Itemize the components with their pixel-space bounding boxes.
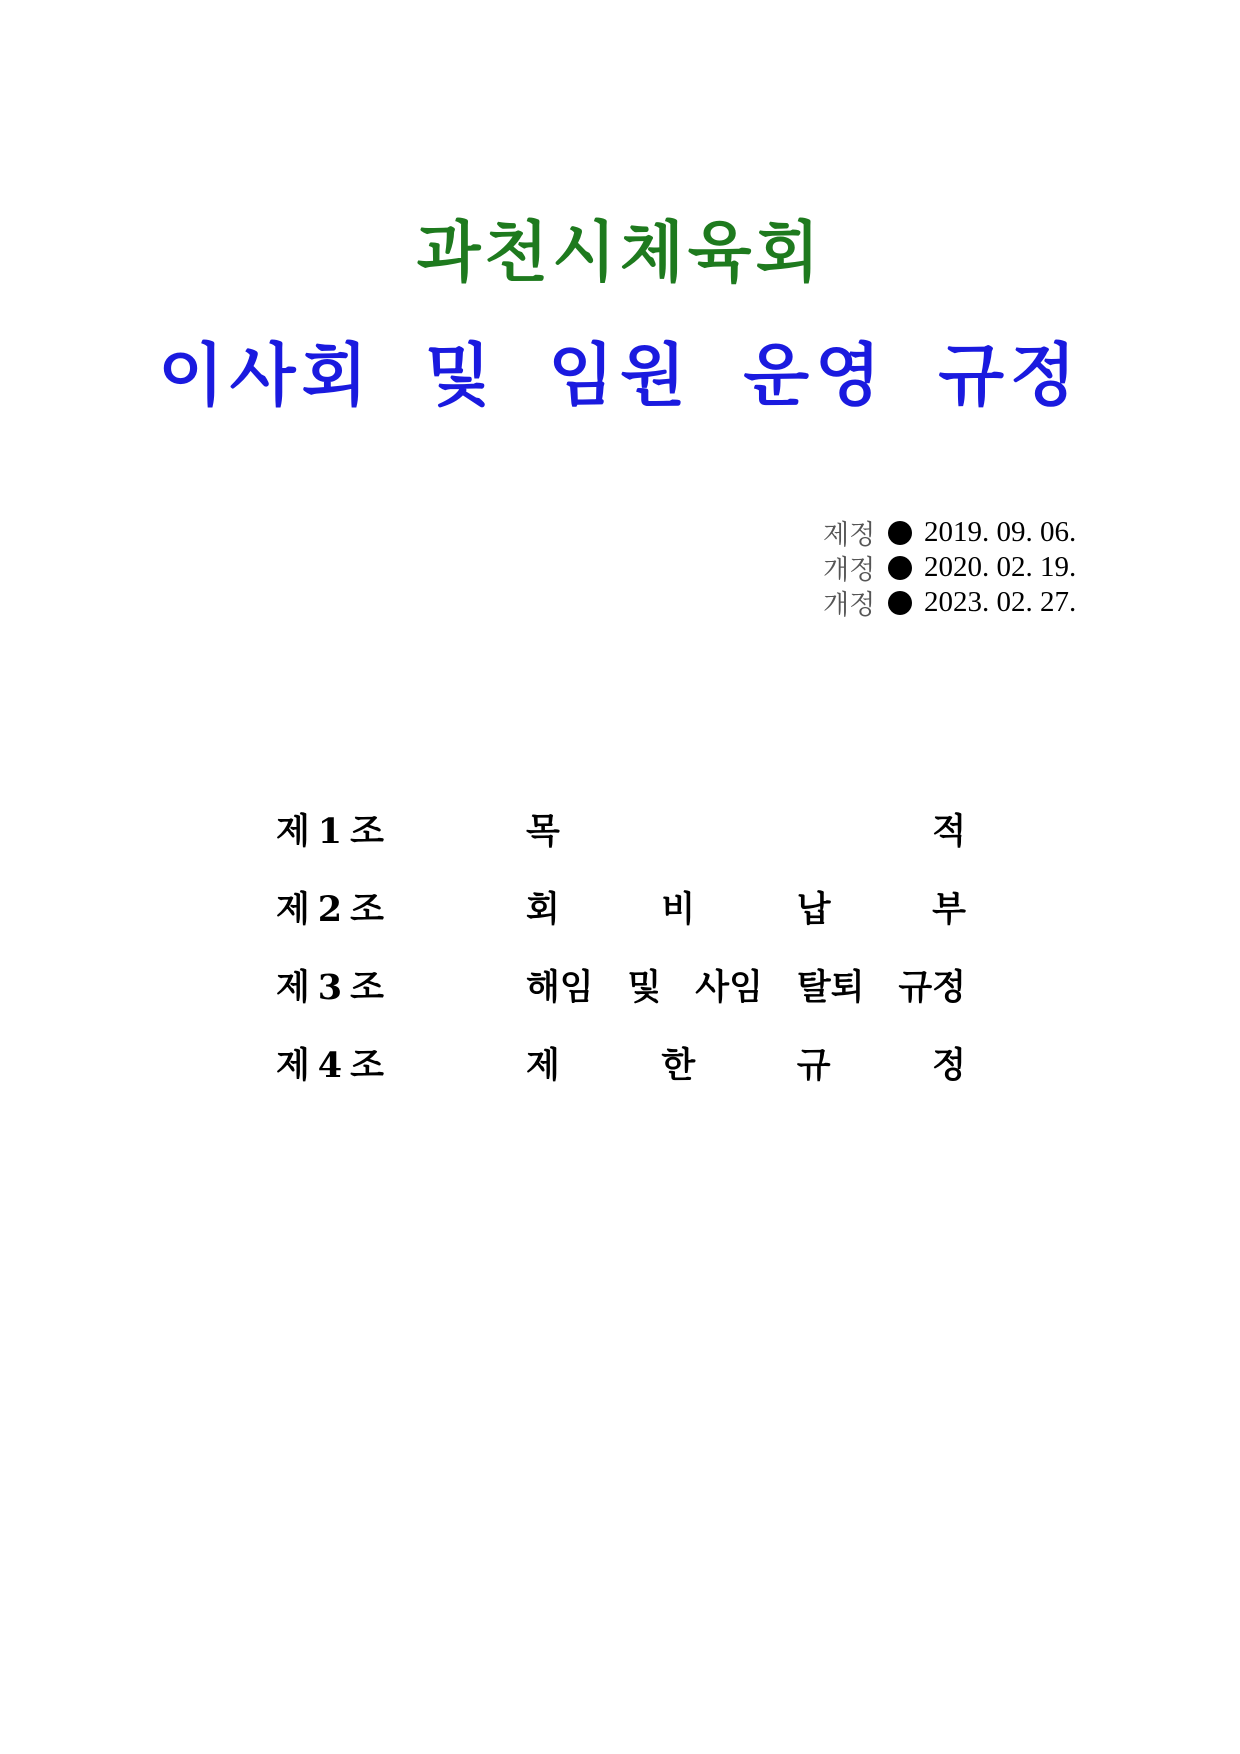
- bullet-dot-icon: [888, 591, 912, 615]
- article-number: 제1조: [276, 811, 392, 852]
- article-title-part: 제: [526, 1045, 560, 1086]
- article-title-part: 규: [796, 1045, 831, 1086]
- article-title-part: 비: [661, 889, 696, 930]
- article-title-part: 부: [932, 889, 966, 930]
- bullet-dot-icon: [888, 556, 912, 580]
- bullet-dot-icon: [888, 521, 912, 545]
- organization-name: 과천시체육회: [416, 213, 824, 291]
- article-title-part: 및: [627, 967, 662, 1008]
- article-title-part: 사임: [695, 967, 763, 1008]
- article-number: 제3조: [276, 967, 392, 1008]
- article-number: 제2조: [276, 889, 392, 930]
- document-title: 이사회 및 임원 운영 규정: [158, 336, 1082, 416]
- article-number: 제4조: [276, 1045, 392, 1086]
- toc-row: [276, 946, 966, 1024]
- article-title-part: 정: [932, 1045, 966, 1086]
- article-title: [526, 882, 966, 932]
- toc-row: [276, 790, 966, 868]
- history-row: [823, 550, 1223, 585]
- history-label: 개정: [823, 590, 876, 621]
- revision-history: [823, 515, 1223, 620]
- article-title-part: 규정: [898, 967, 966, 1008]
- article-title: [526, 960, 966, 1010]
- history-row: [823, 515, 1223, 550]
- article-title-part: 해임: [526, 967, 594, 1008]
- history-date: 2020. 02. 19.: [924, 551, 1077, 583]
- article-title-part: 적: [932, 811, 966, 852]
- toc-row: [276, 1024, 966, 1102]
- history-label: 개정: [823, 555, 876, 586]
- history-date: 2023. 02. 27.: [924, 586, 1077, 618]
- article-title-part: 목: [526, 811, 560, 852]
- history-label: 제정: [823, 520, 876, 551]
- article-title-part: 탈퇴: [796, 967, 865, 1008]
- article-title: [526, 804, 966, 854]
- toc-row: [276, 868, 966, 946]
- article-title: [526, 1038, 966, 1088]
- article-title-part: 한: [661, 1045, 696, 1086]
- article-title-part: 납: [796, 889, 831, 930]
- table-of-contents: [276, 790, 966, 1102]
- history-row: [823, 585, 1223, 620]
- history-date: 2019. 09. 06.: [924, 516, 1077, 548]
- article-title-part: 회: [526, 889, 560, 930]
